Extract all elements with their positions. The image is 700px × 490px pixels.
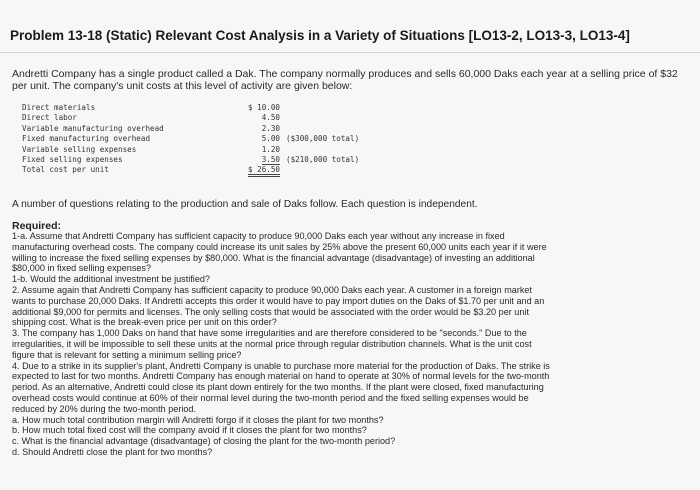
- cost-label: Total cost per unit: [22, 165, 109, 175]
- cost-amount: 3.50: [261, 154, 280, 164]
- question-line: irregularities, it will be impossible to sell these units at the normal price through regular distribution channels. What is the unit cost: [12, 338, 532, 349]
- question-line: period. As an alternative, Andretti could close its plant down entirely for the two months. If the plant were closed, fixed manufacturing: [12, 382, 544, 393]
- cost-label: Variable selling expenses: [22, 144, 137, 154]
- cost-label: Direct labor: [22, 113, 77, 123]
- cost-amount: 5.00: [261, 134, 280, 144]
- cost-amount: $ 26.50: [248, 165, 280, 177]
- questions-intro: A number of questions relating to the production and sale of Daks follow. Each question is independent.: [12, 199, 478, 210]
- question-line: 2. Assume again that Andretti Company has sufficient capacity to produce 90,000 Daks each year. A customer in a foreign market: [12, 284, 532, 295]
- divider: [0, 52, 700, 53]
- question-line: additional $9,000 for permits and licenses. The only selling costs that would be associated with the order would be $3.20 per unit: [12, 306, 529, 317]
- question-line: willing to increase the fixed selling expenses by $80,000. What is the financial advantage (disadvantage) of investing an additional: [12, 252, 535, 263]
- cost-note: ($210,000 total): [286, 154, 360, 164]
- problem-title: Problem 13-18 (Static) Relevant Cost Analysis in a Variety of Situations [LO13-2, LO13-3, LO13-4]: [10, 28, 630, 43]
- bottom-fade: [0, 484, 700, 490]
- cost-label: Fixed manufacturing overhead: [22, 134, 151, 144]
- question-line: manufacturing overhead costs. The company could increase its unit sales by 25% above the present 60,000 units each year if it were: [12, 241, 547, 252]
- question-line: a. How much total contribution margin will Andretti forgo if it closes the plant for two months?: [12, 414, 384, 425]
- cost-amount: 2.30: [261, 123, 280, 133]
- cost-amount: 4.50: [261, 113, 280, 123]
- cost-label: Direct materials: [22, 103, 96, 112]
- question-line: figure that is relevant for setting a minimum selling price?: [12, 349, 242, 360]
- question-line: 4. Due to a strike in its supplier's plant, Andretti Company is unable to purchase more material for the production of Daks. The strike is: [12, 360, 550, 371]
- question-line: shipping cost. What is the break-even price per unit on this order?: [12, 317, 277, 328]
- cost-amount: 1.20: [261, 144, 280, 154]
- question-line: reduced by 20% during the two-month period.: [12, 403, 197, 414]
- cost-amount: $ 10.00: [247, 103, 280, 112]
- question-line: 1-a. Assume that Andretti Company has sufficient capacity to produce 90,000 Daks each year without any increase in fixed: [12, 231, 505, 241]
- cost-note: ($300,000 total): [286, 134, 360, 144]
- question-line: wants to purchase 20,000 Daks. If Andretti accepts this order it would have to pay import duties on the Daks of $1.70 per unit and an: [12, 295, 545, 306]
- required-questions: [12, 231, 692, 458]
- question-line: d. Should Andretti close the plant for two months?: [12, 446, 213, 457]
- question-line: expected to last for two months. Andretti Company has enough material on hand to operate at 30% of normal levels for the two-month: [12, 371, 550, 382]
- question-line: $80,000 in fixed selling expenses?: [12, 263, 152, 274]
- cost-label: Fixed selling expenses: [22, 154, 123, 164]
- question-line: c. What is the financial advantage (disadvantage) of closing the plant for the two-month period?: [12, 436, 396, 447]
- cost-label: Variable manufacturing overhead: [22, 123, 164, 133]
- question-line: 3. The company has 1,000 Daks on hand that have some irregularities and are therefore considered to be "seconds." Due to the: [12, 328, 527, 339]
- question-line: 1-b. Would the additional investment be justified?: [12, 274, 210, 285]
- question-line: b. How much total fixed cost will the company avoid if it closes the plant for two months?: [12, 425, 367, 436]
- question-line: overhead costs would continue at 60% of their normal level during the two-month period and the fixed selling expenses would be: [12, 392, 529, 403]
- required-heading: Required:: [12, 220, 62, 232]
- intro-paragraph: Andretti Company has a single product called a Dak. The company normally produces and sells 60,000 Daks each year at a selling price of $32 per unit. The company's unit costs at this level of activity are given below:: [12, 68, 678, 92]
